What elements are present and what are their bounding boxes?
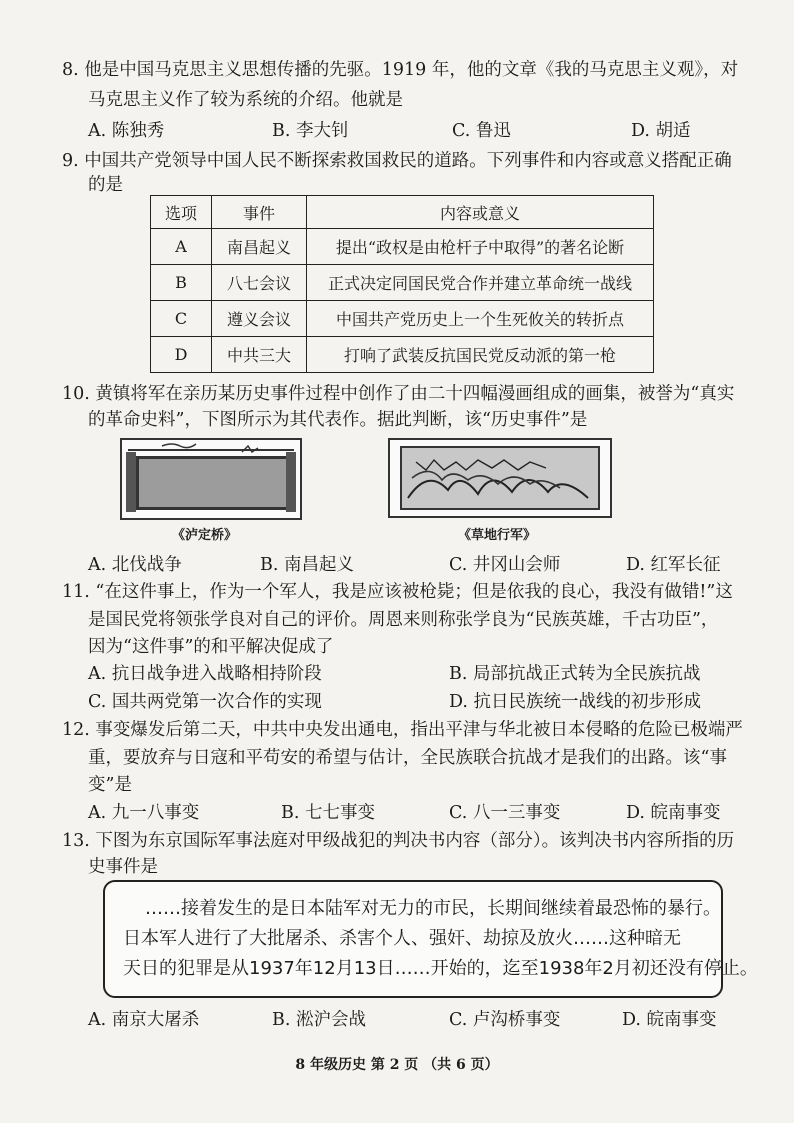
q12-stem-line1: 12. 事变爆发后第二天，中共中央发出通电，指出平津与华北被日本侵略的危险已极端严: [62, 720, 743, 740]
page-footer: 8 年级历史 第 2 页 （共 6 页）: [295, 1057, 499, 1073]
q13-option-a: A. 南京大屠杀: [88, 1010, 200, 1030]
q9-row-b-option: B: [151, 265, 212, 301]
q13-option-b: B. 淞沪会战: [272, 1010, 366, 1030]
q12-option-a: A. 九一八事变: [88, 803, 200, 823]
quote-line2: 日本军人进行了大批屠杀、杀害个人、强奸、劫掠及放火……这种暗无: [123, 928, 681, 949]
q8-stem-line2: 马克思主义作了较为系统的介绍。他就是: [88, 90, 403, 110]
q11-stem-line2: 是国民党将领张学良对自己的评价。周恩来则称张学良为“民族英雄，千古功臣”，: [88, 610, 719, 630]
q8-option-b: B. 李大钊: [272, 121, 349, 141]
q8-option-a: A. 陈独秀: [88, 121, 165, 141]
q10-option-a: A. 北伐战争: [88, 555, 182, 575]
q9-row-c-event: 遵义会议: [212, 301, 307, 337]
q10-option-b: B. 南昌起义: [260, 555, 354, 575]
q9-table-row: [151, 337, 654, 373]
q9-stem-line2: 的是: [88, 175, 123, 195]
luding-bridge-woodcut-image: [120, 438, 302, 520]
q11-option-d: D. 抗日民族统一战线的初步形成: [449, 692, 702, 712]
q9-row-d-option: D: [151, 337, 212, 373]
q12-stem-line2: 重，要放弃与日寇和平苟安的希望与估计，全民族联合抗战才是我们的出路。该“事: [88, 748, 727, 768]
q10-caption-grassland-march: 《草地行军》: [458, 528, 537, 543]
q10-option-c: C. 井冈山会师: [449, 555, 561, 575]
q11-option-b: B. 局部抗战正式转为全民族抗战: [449, 664, 701, 684]
q9-row-a-option: A: [151, 229, 212, 265]
q10-stem-line2: 的革命史料”，下图所示为其代表作。据此判断，该“历史事件”是: [88, 410, 588, 430]
q9-stem-line1: 9. 中国共产党领导中国人民不断探索救国救民的道路。下列事件和内容或意义搭配正确: [62, 151, 732, 171]
q9-table-header: [151, 196, 654, 229]
grassland-march-woodcut-image: [388, 438, 612, 518]
q9-table-row: [151, 265, 654, 301]
quote-line3: 天日的犯罪是从1937年12月13日……开始的，迄至1938年2月初还没有停止。: [123, 958, 758, 979]
q9-table: [150, 195, 654, 373]
q9-row-b-content: 正式决定同国民党合作并建立革命统一战线: [307, 265, 654, 301]
q12-stem-line3: 变”是: [88, 775, 132, 795]
q13-stem-line1: 13. 下图为东京国际军事法庭对甲级战犯的判决书内容（部分）。该判决书内容所指的历: [62, 831, 735, 851]
q12-option-d: D. 皖南事变: [626, 803, 721, 823]
q13-stem-line2: 史事件是: [88, 857, 158, 877]
q9-row-d-event: 中共三大: [212, 337, 307, 373]
q9-row-c-content: 中国共产党历史上一个生死攸关的转折点: [307, 301, 654, 337]
q9-table-row: [151, 301, 654, 337]
q10-stem-line1: 10. 黄镇将军在亲历某历史事件过程中创作了由二十四幅漫画组成的画集，被誉为“真实: [62, 384, 735, 404]
q10-option-d: D. 红军长征: [626, 555, 721, 575]
q9-row-a-content: 提出“政权是由枪杆子中取得”的著名论断: [307, 229, 654, 265]
q9-header-content: 内容或意义: [307, 196, 654, 229]
q12-option-b: B. 七七事变: [281, 803, 375, 823]
q10-caption-luding-bridge: 《泸定桥》: [172, 528, 238, 543]
q9-row-c-option: C: [151, 301, 212, 337]
q9-row-a-event: 南昌起义: [212, 229, 307, 265]
q8-option-d: D. 胡适: [631, 121, 691, 141]
q12-option-c: C. 八一三事变: [449, 803, 561, 823]
q9-header-event: 事件: [212, 196, 307, 229]
q9-row-b-event: 八七会议: [212, 265, 307, 301]
q8-stem-line1: 8. 他是中国马克思主义思想传播的先驱。1919 年，他的文章《我的马克思主义观》，对: [62, 60, 739, 80]
q11-stem-line3: 因为“这件事”的和平解决促成了: [88, 637, 334, 657]
q11-option-a: A. 抗日战争进入战略相持阶段: [88, 664, 322, 684]
q9-header-option: 选项: [151, 196, 212, 229]
q9-table-row: [151, 229, 654, 265]
q11-option-c: C. 国共两党第一次合作的实现: [88, 692, 322, 712]
q9-row-d-content: 打响了武装反抗国民党反动派的第一枪: [307, 337, 654, 373]
q13-option-c: C. 卢沟桥事变: [449, 1010, 561, 1030]
tribunal-verdict-quote-box: [103, 880, 758, 998]
q13-option-d: D. 皖南事变: [622, 1010, 717, 1030]
q11-stem-line1: 11. “在这件事上，作为一个军人，我是应该被枪毙；但是依我的良心，我没有做错!”这: [62, 582, 733, 602]
q8-option-c: C. 鲁迅: [452, 121, 511, 141]
quote-line1: ……接着发生的是日本陆军对无力的市民，长期间继续着最恐怖的暴行。: [145, 898, 721, 919]
